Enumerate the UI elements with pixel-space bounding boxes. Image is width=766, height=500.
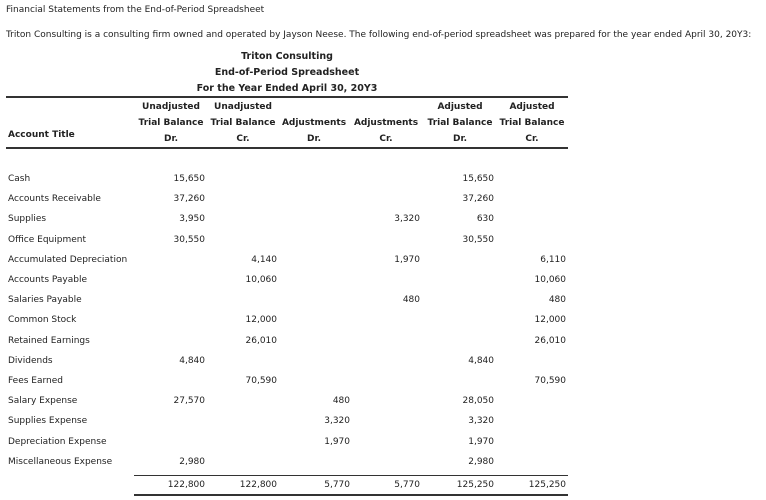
- table-row: [0, 295, 766, 315]
- amount-cell: 4,140: [251, 254, 277, 265]
- account-name: Depreciation Expense: [8, 436, 107, 447]
- amount-cell: 26,010: [245, 335, 277, 346]
- account-name: Cash: [8, 174, 31, 184]
- page-title: Financial Statements from the End-of-Period Spreadsheet: [6, 5, 265, 15]
- amount-cell: 70,590: [245, 376, 277, 386]
- column-header-line: Trial Balance: [138, 118, 204, 128]
- amount-cell: 10,060: [245, 275, 277, 285]
- totals-top-rule: [134, 475, 568, 476]
- account-name: Fees Earned: [8, 376, 64, 386]
- table-row: [0, 376, 766, 396]
- amount-cell: 1,970: [394, 254, 420, 265]
- account-name: Supplies: [8, 214, 47, 225]
- table-row: [0, 315, 766, 335]
- amount-cell: 15,650: [462, 174, 494, 184]
- amount-cell: 27,570: [173, 396, 205, 407]
- table-row: [0, 255, 766, 275]
- table-row: [0, 457, 766, 477]
- company-name: Triton Consulting: [241, 51, 333, 62]
- amount-cell: 12,000: [534, 315, 566, 326]
- account-name: Salaries Payable: [8, 295, 82, 306]
- column-header-line: Unadjusted: [142, 102, 200, 112]
- total-cell: 5,770: [394, 480, 420, 490]
- amount-cell: 2,980: [468, 456, 494, 467]
- account-name: Accumulated Depreciation: [8, 254, 128, 265]
- amount-cell: 630: [476, 214, 494, 225]
- column-header-line: Adjusted: [437, 102, 483, 112]
- amount-cell: 4,840: [468, 355, 494, 366]
- amount-cell: 480: [548, 295, 566, 306]
- amount-cell: 37,260: [173, 194, 205, 205]
- account-name: Dividends: [8, 355, 53, 366]
- column-header-line: [350, 99, 422, 115]
- amount-cell: 3,320: [394, 214, 420, 225]
- table-row: [0, 214, 766, 234]
- amount-cell: 1,970: [468, 436, 494, 447]
- header-bottom-rule: [6, 147, 568, 149]
- account-name: Accounts Payable: [8, 275, 88, 285]
- table-row: [0, 194, 766, 214]
- table-row: [0, 336, 766, 356]
- totals-bottom-rule: [134, 494, 568, 496]
- amount-cell: 3,320: [468, 416, 494, 427]
- amount-cell: 15,650: [173, 174, 205, 184]
- column-header-line: Cr.: [379, 134, 393, 144]
- column-header-line: Trial Balance: [210, 118, 276, 128]
- problem-intro: Triton Consulting is a consulting firm owned and operated by Jayson Neese. The following end-of-period spreadsheet was prepared for the year ended April 30, 20Y3:: [6, 30, 752, 40]
- column-header-line: [278, 99, 350, 115]
- column-header-line: Trial Balance: [427, 118, 493, 128]
- statement-name: End-of-Period Spreadsheet: [214, 67, 360, 78]
- amount-cell: 4,840: [179, 355, 205, 366]
- total-cell: 125,250: [528, 480, 566, 490]
- amount-cell: 6,110: [540, 254, 566, 265]
- account-name: Retained Earnings: [8, 335, 90, 346]
- account-name: Accounts Receivable: [8, 194, 101, 205]
- column-header-3: [278, 99, 350, 147]
- account-name: Office Equipment: [8, 234, 86, 245]
- account-name: Salary Expense: [8, 396, 78, 407]
- header-top-rule: [6, 96, 568, 98]
- amount-cell: 480: [332, 396, 350, 407]
- column-header-2: [207, 99, 279, 147]
- table-row: [0, 174, 766, 194]
- column-header-line: Adjustments: [281, 118, 347, 128]
- amount-cell: 10,060: [534, 275, 566, 285]
- column-header-line: Dr.: [163, 134, 179, 144]
- amount-cell: 480: [402, 295, 420, 306]
- amount-cell: 70,590: [534, 376, 566, 386]
- amount-cell: 26,010: [534, 335, 566, 346]
- table-row: [0, 396, 766, 416]
- total-cell: 122,800: [167, 480, 205, 490]
- table-row: [0, 275, 766, 295]
- column-header-line: Trial Balance: [499, 118, 565, 128]
- amount-cell: 3,950: [179, 214, 205, 225]
- column-header-line: Adjusted: [509, 102, 555, 112]
- column-header-line: Unadjusted: [214, 102, 272, 112]
- column-header-6: [496, 99, 568, 147]
- total-cell: 5,770: [324, 480, 350, 490]
- column-header-1: [135, 99, 207, 147]
- account-name: Supplies Expense: [8, 416, 88, 427]
- amount-cell: 2,980: [179, 456, 205, 467]
- totals-row: [0, 480, 766, 500]
- total-cell: 125,250: [456, 480, 494, 490]
- amount-cell: 30,550: [462, 234, 494, 245]
- account-name: Miscellaneous Expense: [8, 456, 113, 467]
- column-header-line: Cr.: [236, 134, 250, 144]
- amount-cell: 12,000: [245, 315, 277, 326]
- amount-cell: 37,260: [462, 194, 494, 205]
- account-title-header: Account Title: [8, 130, 75, 140]
- column-header-line: Cr.: [525, 134, 539, 144]
- column-header-4: [350, 99, 422, 147]
- column-header-line: Adjustments: [353, 118, 419, 128]
- amount-cell: 1,970: [324, 436, 350, 447]
- table-row: [0, 437, 766, 457]
- total-cell: 122,800: [239, 480, 277, 490]
- amount-cell: 30,550: [173, 234, 205, 245]
- statement-period: For the Year Ended April 30, 20Y3: [196, 83, 378, 94]
- amount-cell: 3,320: [324, 416, 350, 427]
- column-header-line: Dr.: [452, 134, 468, 144]
- table-row: [0, 356, 766, 376]
- table-row: [0, 235, 766, 255]
- account-name: Common Stock: [8, 315, 77, 326]
- table-row: [0, 416, 766, 436]
- amount-cell: 28,050: [462, 396, 494, 407]
- column-header-line: Dr.: [306, 134, 322, 144]
- column-header-5: [424, 99, 496, 147]
